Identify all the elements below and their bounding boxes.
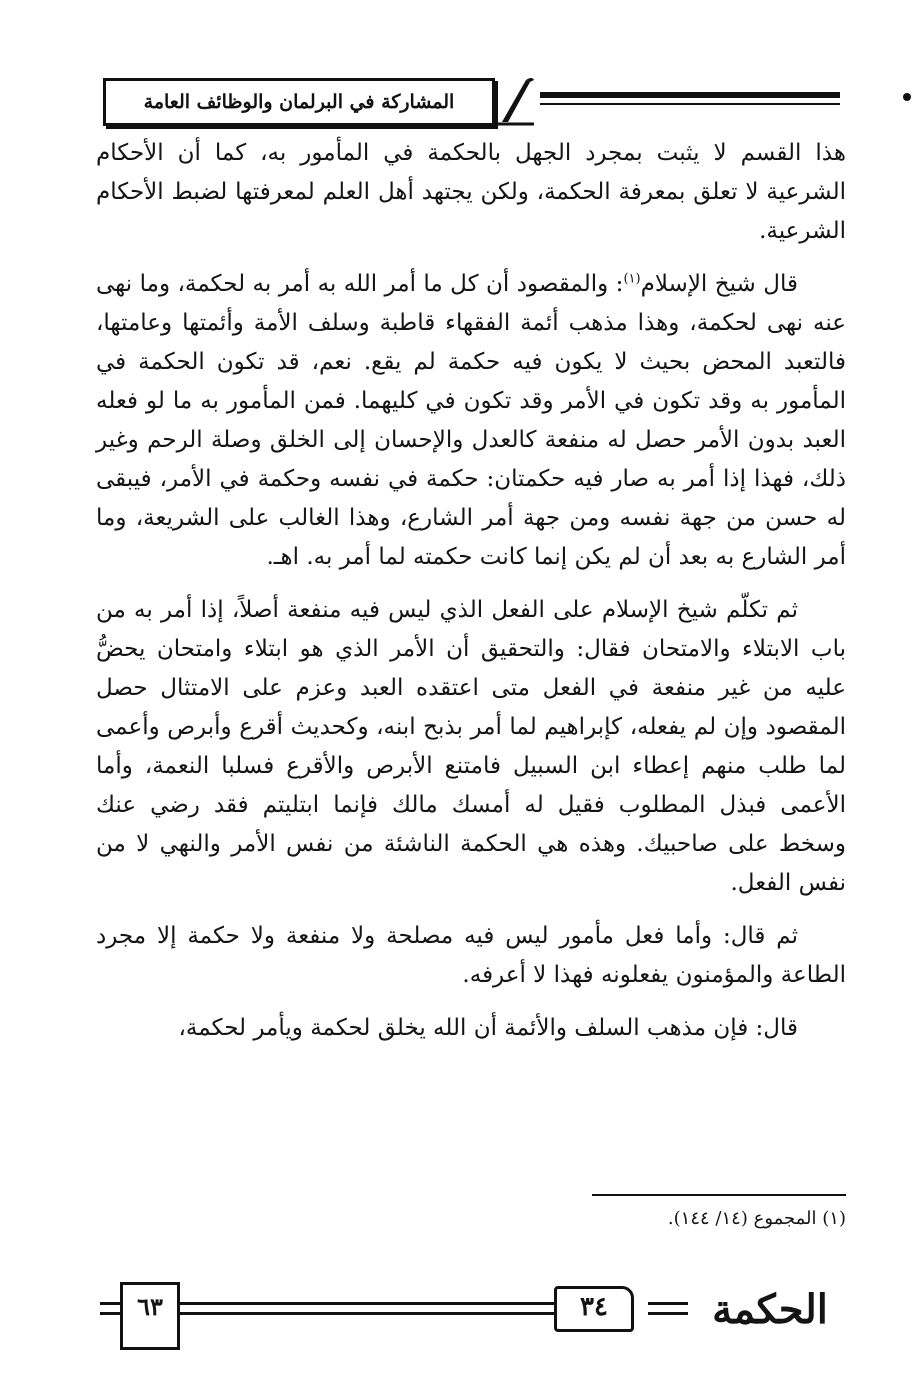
footnote-reference[interactable]: (١): [623, 271, 641, 287]
header-rule-thick: [540, 92, 840, 98]
paragraph-5: قال: فإن مذهب السلف والأئمة أن الله يخلق لحكمة ويأمر لحكمة،: [178, 1015, 798, 1041]
footnote-number: (١): [822, 1208, 846, 1229]
magazine-logo: الحكمة: [712, 1286, 828, 1333]
running-header: [103, 78, 495, 126]
pen-icon: [496, 74, 536, 126]
footnote-text: المجموع (١٤/ ١٤٤).: [667, 1208, 817, 1229]
footer-rule-bottom-right: [648, 1312, 688, 1315]
paragraph-2: [96, 265, 846, 577]
paragraph-1: هذا القسم لا يثبت بمجرد الجهل بالحكمة في المأمور به، كما أن الأحكام الشرعية لا تعلق بمعرفة الحكمة، ولكن يجتهد أهل العلم لمعرفتها لضبط الأحكام الشرعية.: [96, 140, 846, 244]
footnote: [560, 1208, 846, 1229]
footer-rule-top-left: [100, 1302, 120, 1305]
issue-number: ٣٤: [580, 1292, 608, 1322]
paragraph-4: ثم قال: وأما فعل مأمور ليس فيه مصلحة ولا منفعة ولا حكمة إلا مجرد الطاعة والمؤمنون يفعلونه فهذا لا أعرفه.: [96, 923, 846, 988]
footer-rule-bottom-left: [100, 1312, 120, 1315]
paragraph-3: ثم تكلّم شيخ الإسلام على الفعل الذي ليس فيه منفعة أصلاً، إذا أمر به من باب الابتلاء والامتحان فقال: والتحقيق أن الأمر الذي هو ابتلاء وامتحان يحضُّ عليه من غير منفعة في الفعل متى اعتقده العبد وعزم على الامتثال حصل المقصود وإن لم يفعله، كإبراهيم لما أمر بذبح ابنه، وكحديث أقرع وأبرص وأعمى لما طلب منهم إعطاء ابن السبيل فامتنع الأبرص والأقرع فسلبا النعمة، وأما الأعمى فبذل المطلوب فقيل له أمسك مالك فإنما ابتليتم فقد رضي عنك وسخط على صاحبيك. وهذه هي الحكمة الناشئة من نفس الأمر والنهي لا من نفس الفعل.: [96, 597, 846, 896]
header-rule-thin: [540, 103, 840, 105]
footer-rule-top-right: [648, 1302, 688, 1305]
paragraph-2-body: : والمقصود أن كل ما أمر الله به أمر به لحكمة، وما نهى عنه نهى لحكمة، وهذا مذهب أئمة الفقهاء قاطبة وسلف الأمة وأئمتها وعامتها، فالتعبد المحض بحيث لا يكون فيه حكمة لم يقع. نعم، قد تكون الحكمة في المأمور به وقد تكون في الأمر وقد تكون في كليهما. فمن المأمور به ما لو فعله العبد بدون الأمر حصل له منفعة كالعدل والإحسان إلى الخلق وصلة الرحم وغير ذلك، فهذا إذا أمر به صار فيه حكمتان: حكمة في نفسه وحكمة في الأمر، فيبقى له حسن من جهة نفسه ومن جهة أمر الشارع، وهذا الغالب على الشريعة، وما أمر الشارع به بعد أن لم يكن إنما كانت حكمته لما أمر به. اهـ.: [96, 271, 846, 570]
page-number: ٦٣: [137, 1292, 163, 1321]
article-body: [96, 134, 846, 1062]
header-ornament-dot: [903, 93, 911, 101]
footer-rule-bottom: [180, 1312, 554, 1315]
footnote-separator: [592, 1194, 846, 1196]
footer-rule-top: [180, 1302, 554, 1305]
paragraph-2-intro: قال شيخ الإسلام: [640, 271, 798, 297]
running-header-title: المشاركة في البرلمان والوظائف العامة: [143, 91, 455, 113]
